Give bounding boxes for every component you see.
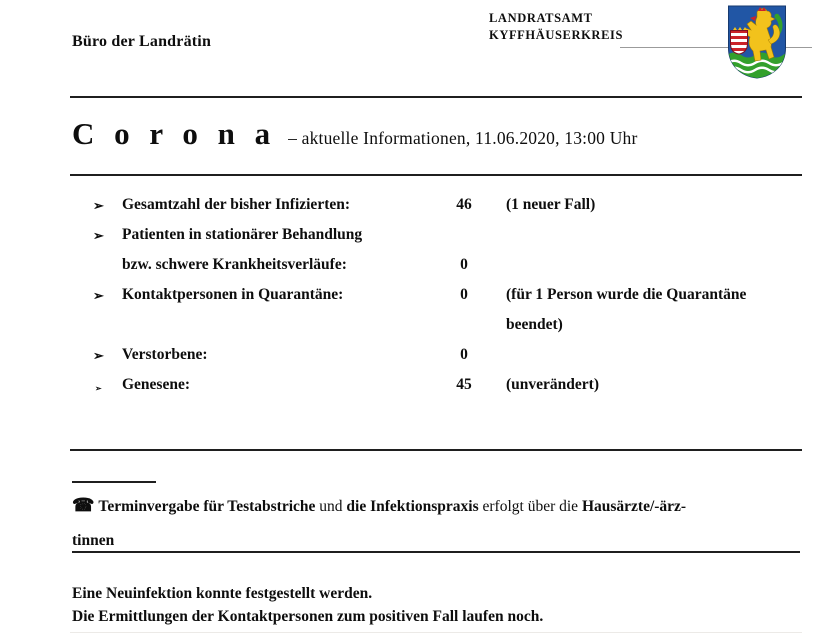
stat-label: Genesene:: [122, 376, 191, 393]
title-word: C o r o n a: [72, 116, 277, 151]
small-arrow-bullet-icon: ➢: [95, 384, 102, 393]
stat-value: 0: [460, 256, 468, 273]
appointment-segment: erfolgt über die: [482, 498, 579, 515]
arrow-bullet-icon: ➢: [93, 198, 104, 213]
stat-label: Patienten in stationärer Behandlung: [122, 226, 363, 243]
office-name: Büro der Landrätin: [72, 33, 212, 50]
organization-line1: LANDRATSAMT: [489, 11, 593, 25]
stat-note: beendet): [506, 316, 563, 333]
footnote-separator-rule: [72, 481, 156, 483]
stat-row-quarantine: [93, 286, 805, 316]
appointment-line1: [72, 492, 804, 528]
stat-row-hospital-line1: [93, 226, 805, 256]
stat-row-infected: [93, 196, 805, 226]
stat-row-recovered: [93, 376, 805, 406]
status-line1: Eine Neuinfektion konnte festgestellt werden.: [72, 585, 373, 602]
telephone-icon: ☎: [72, 495, 95, 515]
appointment-segment: und: [319, 498, 343, 515]
stat-label: Gesamtzahl der bisher Infizierten:: [122, 196, 351, 213]
stat-note: (unverändert): [506, 376, 599, 393]
stat-row-deceased: [93, 346, 805, 376]
organization-name: [489, 10, 623, 44]
appointment-info: [72, 492, 804, 554]
stat-label: Kontaktpersonen in Quarantäne:: [122, 286, 344, 303]
appointment-segment: Hausärzte/-ärz-: [581, 498, 687, 515]
document-title: [72, 116, 638, 152]
stat-value: 0: [460, 286, 468, 303]
stat-row-hospital-line2: [93, 256, 805, 286]
title-subtitle: – aktuelle Informationen, 11.06.2020, 13:00 Uhr: [288, 128, 638, 148]
statistics-list: [93, 196, 805, 406]
status-paragraph: [72, 583, 543, 628]
title-rule: [70, 174, 802, 176]
stat-value: 0: [460, 346, 468, 363]
arrow-bullet-icon: ➢: [93, 348, 104, 363]
appointment-segment: die Infektionspraxis: [346, 498, 479, 515]
appointment-bottom-rule: [72, 551, 800, 553]
stat-note: (1 neuer Fall): [506, 196, 596, 213]
header-rule: [70, 96, 802, 98]
coat-of-arms-icon: [727, 4, 787, 85]
status-line2: Die Ermittlungen der Kontaktpersonen zum positiven Fall laufen noch.: [72, 607, 544, 625]
stat-value: 45: [456, 376, 472, 393]
stat-note: (für 1 Person wurde die Quarantäne: [506, 286, 747, 303]
list-bottom-rule: [70, 449, 802, 451]
arrow-bullet-icon: ➢: [93, 228, 104, 243]
stat-value: 46: [456, 196, 472, 213]
appointment-line2: tinnen: [72, 532, 115, 549]
arrow-bullet-icon: ➢: [93, 288, 104, 303]
stat-label: bzw. schwere Krankheitsverläufe:: [122, 256, 347, 273]
stat-row-quarantine-note2: [93, 316, 805, 346]
stat-label: Verstorbene:: [122, 346, 208, 363]
page-bottom-faint-rule: [70, 632, 802, 633]
organization-line2: KYFFHÄUSERKREIS: [489, 28, 624, 42]
appointment-segment: Terminvergabe für Testabstriche: [98, 498, 316, 515]
